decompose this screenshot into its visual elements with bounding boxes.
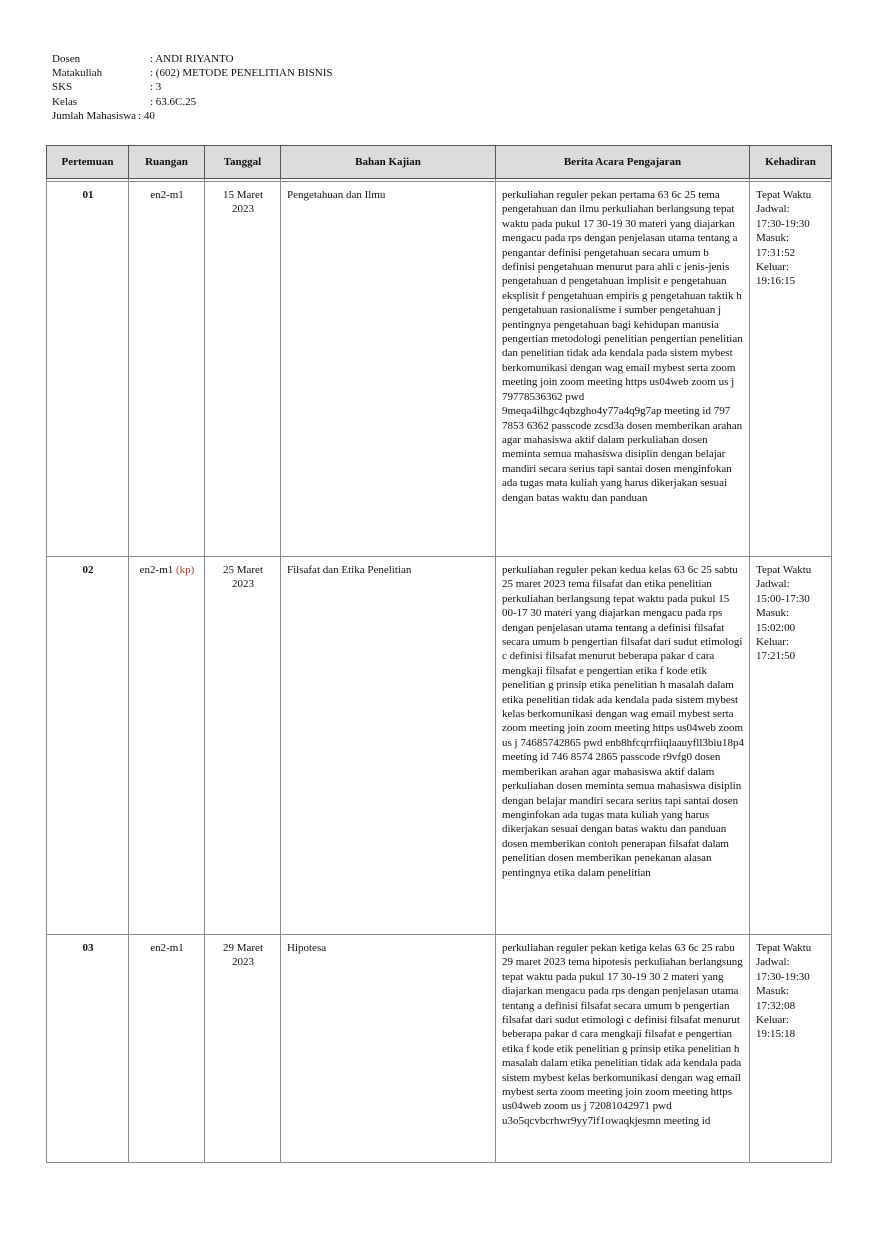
tanggal-cell: 15 Maret 2023 bbox=[205, 182, 281, 557]
ruangan-cell bbox=[129, 935, 205, 1163]
header-row-jumlah-mahasiswa bbox=[52, 109, 333, 123]
kehadiran-keluar-value: 19:15:18 bbox=[756, 1028, 796, 1041]
header-label: Dosen bbox=[52, 53, 81, 65]
kehadiran-keluar-value: 17:21:50 bbox=[756, 650, 796, 663]
pertemuan-cell: 02 bbox=[47, 557, 129, 935]
kehadiran-status: Tepat Waktu bbox=[756, 564, 812, 576]
header-row-kelas bbox=[52, 95, 333, 109]
ruangan-code: en2-m1 bbox=[150, 942, 184, 954]
header-value: : 3 bbox=[150, 81, 162, 94]
header-label: Kelas bbox=[52, 95, 78, 108]
kehadiran-cell bbox=[750, 935, 832, 1163]
column-header-kehadiran: Kehadiran bbox=[750, 146, 832, 179]
kehadiran-status: Tepat Waktu bbox=[756, 189, 812, 201]
kehadiran-jadwal-label: Jadwal: bbox=[756, 578, 790, 591]
header-label: Jumlah Mahasiswa bbox=[52, 109, 137, 122]
header-value: : 63.6C.25 bbox=[150, 95, 197, 108]
berita-acara-cell: perkuliahan reguler pekan kedua kelas 63 6c 25 sabtu 25 maret 2023 tema filsafat dan etika penelitian perkuliahan berlangsung tepat waktu pada pukul 15 00-17 30 materi yang diajarkan mengacu pada rps dengan penjelasan utama tentang a definisi filsafat secara umum b pengertian filsafat dari sudut etimologi c definisi filsafat menurut beberapa pakar d cara mengkaji filsafat e pengertian etika f kode etik penelitian g prinsip etika penelitian h masalah dalam etika penelitian tidak ada kendala pada sistem mybest kelas berkomunikasi dengan wag email mybest serta zoom meeting join zoom meeting https us04web zoom us j 74685742865 pwd enb8hfcqrrfiiqlaauyfll3biu18p4 meeting id 746 8574 2865 passcode r9vfg0 dosen memberikan arahan agar mahasiswa aktif dalam perkuliahan dosen meminta semua mahasiswa disiplin dengan belajar mandiri secara serius tapi santai dosen menginfokan ada tugas mata kuliah yang harus dikerjakan sesuai dengan batas waktu dan panduan dosen memberikan contoh penerapan filsafat dalam penelitian dosen memberikan penekanan alasan pentingnya etika dalam penelitian bbox=[496, 557, 750, 935]
kehadiran-keluar-value: 19:16:15 bbox=[756, 275, 796, 288]
kehadiran-jadwal-label: Jadwal: bbox=[756, 203, 790, 216]
header-value: : ANDI RIYANTO bbox=[150, 53, 234, 65]
column-header-tanggal: Tanggal bbox=[205, 146, 281, 179]
header-label: SKS bbox=[52, 81, 73, 94]
bahan-kajian-cell: Filsafat dan Etika Penelitian bbox=[281, 557, 496, 935]
kehadiran-jadwal-value: 17:30-19:30 bbox=[756, 217, 810, 230]
bahan-kajian-cell: Pengetahuan dan Ilmu bbox=[281, 182, 496, 557]
table-row bbox=[47, 182, 832, 557]
kehadiran-masuk-value: 15:02:00 bbox=[756, 621, 796, 634]
kehadiran-masuk-value: 17:32:08 bbox=[756, 999, 796, 1012]
kehadiran-status: Tepat Waktu bbox=[756, 942, 812, 954]
header-value: : 40 bbox=[138, 109, 155, 122]
header-row-matakuliah bbox=[52, 66, 333, 80]
column-header-berita-acara: Berita Acara Pengajaran bbox=[496, 146, 750, 179]
pertemuan-cell: 01 bbox=[47, 182, 129, 557]
tanggal-cell: 25 Maret 2023 bbox=[205, 557, 281, 935]
table-row bbox=[47, 935, 832, 1163]
attendance-table bbox=[46, 145, 832, 1163]
column-header-ruangan: Ruangan bbox=[129, 146, 205, 179]
ruangan-kp-tag: (kp) bbox=[176, 564, 195, 576]
kehadiran-jadwal-label: Jadwal: bbox=[756, 956, 790, 969]
header-row-dosen bbox=[52, 52, 333, 66]
ruangan-cell bbox=[129, 182, 205, 557]
kehadiran-jadwal-value: 15:00-17:30 bbox=[756, 592, 810, 605]
kehadiran-masuk-label: Masuk: bbox=[756, 232, 789, 245]
kehadiran-keluar-label: Keluar: bbox=[756, 261, 789, 274]
kehadiran-masuk-label: Masuk: bbox=[756, 607, 789, 620]
kehadiran-cell bbox=[750, 557, 832, 935]
table-row bbox=[47, 557, 832, 935]
header-value: : (602) METODE PENELITIAN BISNIS bbox=[150, 67, 333, 80]
kehadiran-keluar-label: Keluar: bbox=[756, 636, 789, 649]
bahan-kajian-cell: Hipotesa bbox=[281, 935, 496, 1163]
ruangan-code: en2-m1 bbox=[150, 189, 184, 201]
kehadiran-masuk-label: Masuk: bbox=[756, 985, 789, 998]
header-row-sks bbox=[52, 80, 333, 94]
kehadiran-masuk-value: 17:31:52 bbox=[756, 246, 796, 259]
header-label: Matakuliah bbox=[52, 67, 103, 80]
tanggal-cell: 29 Maret 2023 bbox=[205, 935, 281, 1163]
column-header-bahan-kajian: Bahan Kajian bbox=[281, 146, 496, 179]
table-header-row bbox=[47, 146, 832, 179]
kehadiran-keluar-label: Keluar: bbox=[756, 1014, 789, 1027]
ruangan-cell bbox=[129, 557, 205, 935]
kehadiran-cell bbox=[750, 182, 832, 557]
kehadiran-jadwal-value: 17:30-19:30 bbox=[756, 970, 810, 983]
berita-acara-cell: perkuliahan reguler pekan pertama 63 6c 25 tema pengetahuan dan ilmu perkuliahan berlangsung tepat waktu pada pukul 17 30-19 30 materi yang diajarkan mengacu pada rps dengan penjelasan utama tentang a pengantar definisi pengetahuan secara umum b definisi pengetahuan menurut para ahli c jenis-jenis pengetahuan d pengetahuan implisit e pengetahuan eksplisit f pengetahuan empiris g pengetahuan taktik h pengetahuan rasionalisme i sumber pengetahuan j pentingnya pengetahuan bagi kehidupan manusia pengertian metodologi penelitian pengertian penelitian dan penelitian tidak ada kendala pada sistem mybest berkomunikasi dengan wag email mybest serta zoom meeting join zoom meeting https us04web zoom us j 79778536362 pwd 9meqa4ilhgc4qbzgho4y77a4q9g7ap meeting id 797 7853 6362 passcode zcsd3a dosen memberikan arahan agar mahasiswa aktif dalam perkuliahan dosen meminta semua mahasiswa disiplin dengan belajar mandiri secara serius tapi santai dosen menginfokan ada tugas mata kuliah yang harus dikerjakan sesuai dengan batas waktu dan panduan bbox=[496, 182, 750, 557]
document-header bbox=[52, 52, 333, 123]
pertemuan-cell: 03 bbox=[47, 935, 129, 1163]
ruangan-code: en2-m1 bbox=[139, 564, 174, 576]
berita-acara-cell: perkuliahan reguler pekan ketiga kelas 63 6c 25 rabu 29 maret 2023 tema hipotesis perkuliahan berlangsung tepat waktu pada pukul 17 30-19 30 2 materi yang diajarkan mengacu pada rps dengan penjelasan utama tentang a definisi filsafat secara umum b pengertian filsafat dari sudut etimologi c definisi filsafat menurut beberapa pakar d cara mengkaji filsafat e pengertian etika f kode etik penelitian g prinsip etika penelitian h masalah dalam etika penelitian tidak ada kendala pada sistem mybest kelas berkomunikasi dengan wag email mybest serta zoom meeting join zoom meeting https us04web zoom us j 72081042971 pwd u3o5qcvbcrhwr9yy7if1owaqkjesmn meeting id bbox=[496, 935, 750, 1163]
column-header-pertemuan: Pertemuan bbox=[47, 146, 129, 179]
